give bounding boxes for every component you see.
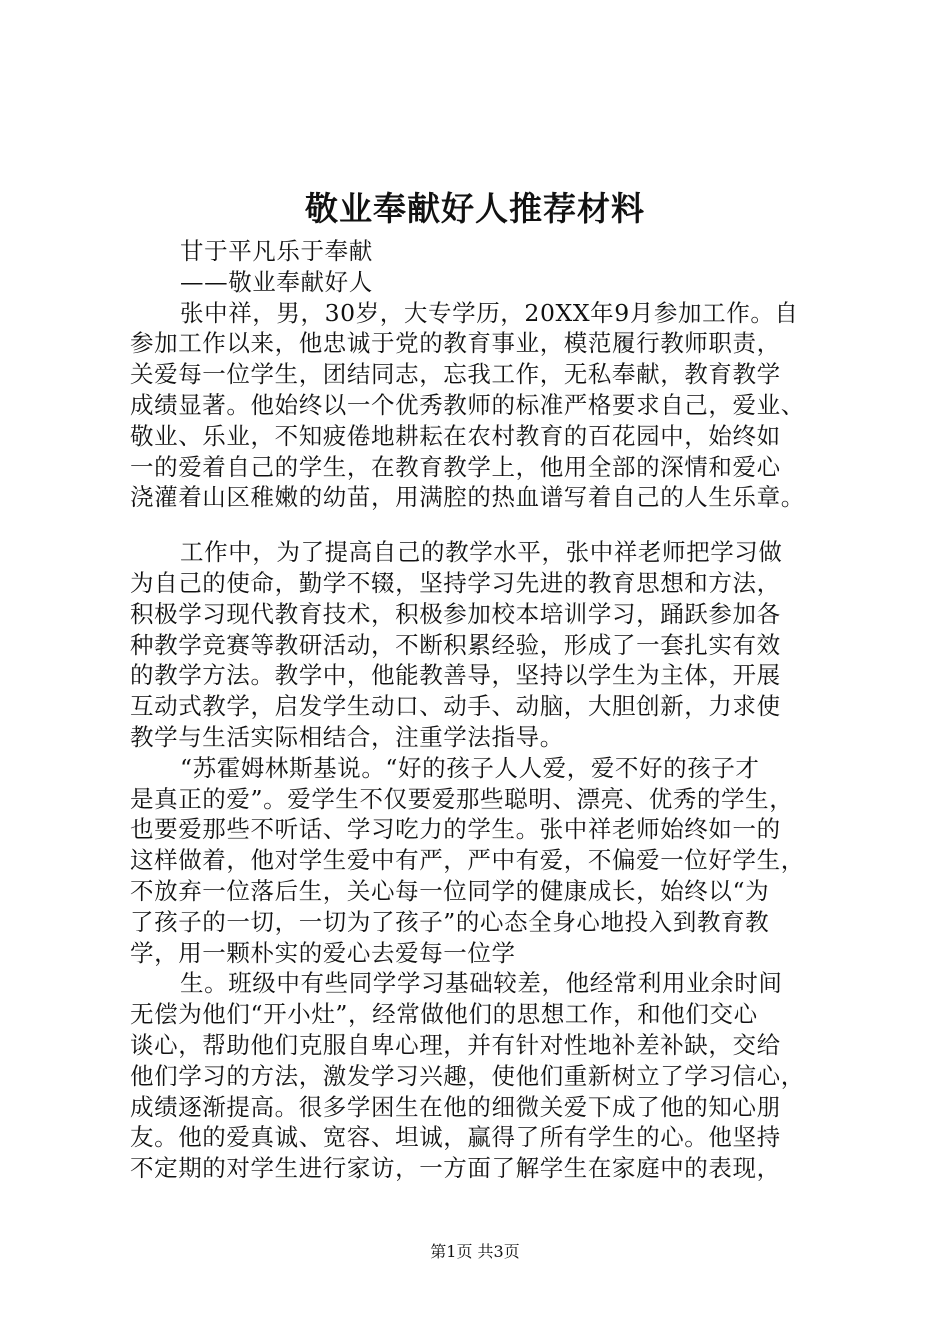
- text-line: 种教学竞赛等教研活动，不断积累经验，形成了一套扎实有效: [130, 630, 781, 659]
- text-line: 友。他的爱真诚、宽容、坦诚，赢得了所有学生的心。他坚持: [130, 1123, 781, 1152]
- text-line: 参加工作以来，他忠诚于党的教育事业，模范履行教师职责，: [130, 329, 781, 358]
- text-line: 学，用一颗朴实的爱心去爱每一位学: [130, 938, 516, 967]
- text-line: 的教学方法。教学中，他能教善导，坚持以学生为主体，开展: [130, 661, 781, 690]
- text-line: 浇灌着山区稚嫩的幼苗，用满腔的热血谱写着自己的人生乐章。: [130, 483, 805, 512]
- text-line: 成绩显著。他始终以一个优秀教师的标准严格要求自己，爱业、: [130, 390, 805, 419]
- text-line: 他们学习的方法，激发学习兴趣，使他们重新树立了学习信心，: [130, 1061, 805, 1090]
- document-title: 敬业奉献好人推荐材料: [305, 189, 645, 228]
- text-line: 了孩子的一切，一切为了孩子”的心态全身心地投入到教育教: [130, 907, 770, 936]
- text-line: 甘于平凡乐于奉献: [180, 237, 373, 265]
- text-line: 成绩逐渐提高。很多学困生在他的细微关爱下成了他的知心朋: [130, 1092, 781, 1121]
- text-line: 工作中，为了提高自己的教学水平，张中祥老师把学习做: [180, 538, 783, 567]
- text-line: 互动式教学，启发学生动口、动手、动脑，大胆创新，力求使: [130, 692, 781, 721]
- text-line: ——敬业奉献好人: [180, 267, 373, 296]
- text-line: 张中祥，男，30岁，大专学历，20XX年9月参加工作。自: [180, 298, 799, 327]
- text-line: 无偿为他们“开小灶”，经常做他们的思想工作，和他们交心: [130, 1000, 758, 1029]
- text-line: 一的爱着自己的学生，在教育教学上，他用全部的深情和爱心: [130, 452, 781, 481]
- text-line: 这样做着，他对学生爱中有严，严中有爱，不偏爱一位好学生，: [130, 846, 805, 875]
- text-line: 敬业、乐业，不知疲倦地耕耘在农村教育的百花园中，始终如: [130, 421, 781, 450]
- text-line: “苏霍姆林斯基说。“好的孩子人人爱，爱不好的孩子才: [180, 753, 760, 782]
- blank-line: [130, 513, 830, 537]
- text-line: 积极学习现代教育技术，积极参加校本培训学习，踊跃参加各: [130, 599, 781, 628]
- document-body: [130, 236, 830, 1184]
- text-line: 生。班级中有些同学学习基础较差，他经常利用业余时间: [180, 969, 783, 998]
- text-line: 不定期的对学生进行家访，一方面了解学生在家庭中的表现，: [130, 1154, 781, 1183]
- text-line: 关爱每一位学生，团结同志，忘我工作，无私奉献，教育教学: [130, 360, 781, 389]
- page-footer: 第1页 共3页: [430, 1242, 520, 1261]
- text-line: 也要爱那些不听话、学习吃力的学生。张中祥老师始终如一的: [130, 815, 781, 844]
- text-line: 是真正的爱”。爱学生不仅要爱那些聪明、漂亮、优秀的学生，: [130, 784, 794, 813]
- text-line: 谈心，帮助他们克服自卑心理，并有针对性地补差补缺，交给: [130, 1030, 781, 1059]
- text-line: 教学与生活实际相结合，注重学法指导。: [130, 722, 564, 751]
- text-line: 为自己的使命，勤学不辍，坚持学习先进的教育思想和方法，: [130, 568, 781, 597]
- text-line: 不放弃一位落后生，关心每一位同学的健康成长，始终以“为: [130, 876, 770, 905]
